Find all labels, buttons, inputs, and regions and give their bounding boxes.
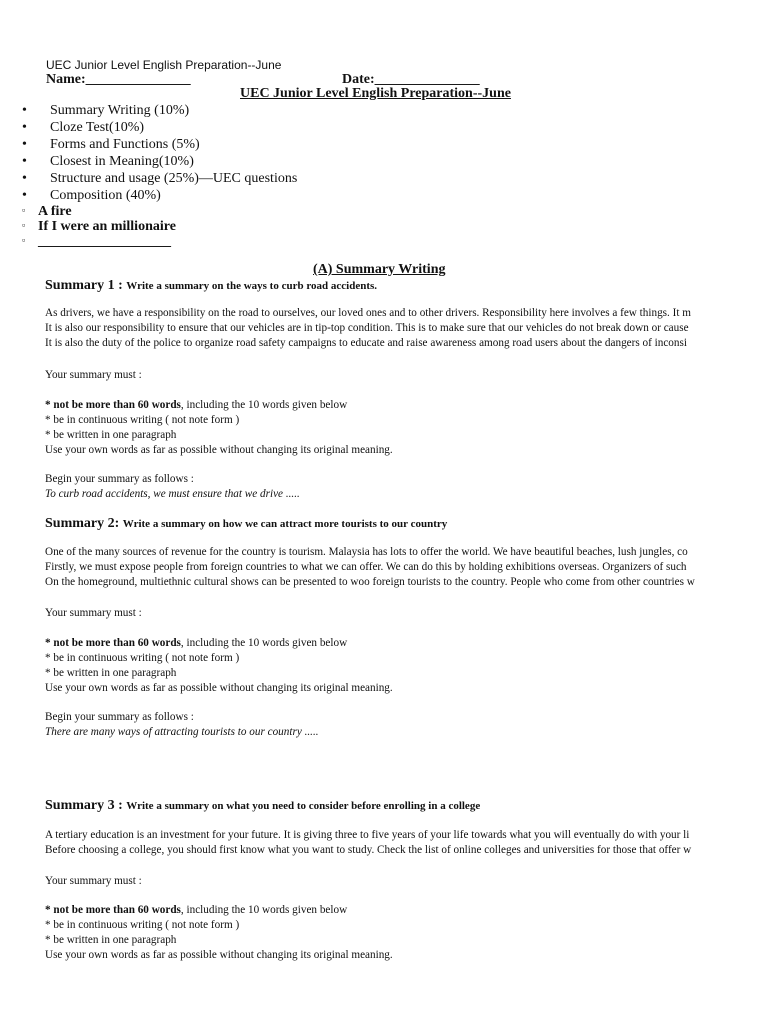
rule-paragraph: * be written in one paragraph: [45, 934, 177, 946]
rule-paragraph: * be written in one paragraph: [45, 429, 177, 441]
summary-task: Write a summary on what you need to consider before enrolling in a college: [126, 800, 481, 812]
rule-continuous: * be in continuous writing ( not note form ): [45, 652, 240, 664]
summary-heading: [45, 798, 480, 814]
summary-passage: [45, 545, 695, 590]
begin-label: Begin your summary as follows :: [45, 711, 194, 723]
summary-label: Summary 3 :: [45, 798, 123, 813]
summary-label: Summary 1 :: [45, 278, 123, 293]
summary-label: Summary 2:: [45, 516, 120, 531]
composition-topic: ▫ ___________________: [22, 234, 176, 249]
word-limit-rule-rest: , including the 10 words given below: [180, 904, 348, 916]
summary-task: Write a summary on how we can attract more tourists to our country: [122, 518, 448, 530]
outline-item: • Closest in Meaning(10%): [22, 153, 297, 170]
word-limit-rule-rest: , including the 10 words given below: [180, 637, 348, 649]
rule-continuous: * be in continuous writing ( not note form ): [45, 919, 240, 931]
date-field-label: Date:_______________: [342, 72, 480, 87]
section-outline-list: [22, 102, 297, 204]
rule-paragraph: * be written in one paragraph: [45, 667, 177, 679]
rule-own-words: Use your own words as far as possible without changing its original meaning.: [45, 949, 393, 961]
word-limit-rule: * not be more than 60 words: [45, 399, 181, 411]
outline-item: • Summary Writing (10%): [22, 102, 297, 119]
rule-own-words: Use your own words as far as possible without changing its original meaning.: [45, 682, 393, 694]
word-limit-rule-rest: , including the 10 words given below: [180, 399, 348, 411]
begin-text: To curb road accidents, we must ensure that we drive .....: [45, 488, 300, 500]
summary-rules: [45, 398, 393, 458]
rule-own-words: Use your own words as far as possible without changing its original meaning.: [45, 444, 393, 456]
section-heading: (A) Summary Writing: [313, 262, 446, 277]
summary-task: Write a summary on the ways to curb road accidents.: [126, 280, 378, 292]
word-limit-rule: * not be more than 60 words: [45, 637, 181, 649]
summary-rules: [45, 903, 393, 963]
summary-must-label: Your summary must :: [45, 875, 142, 887]
passage-line: A tertiary education is an investment for your future. It is giving three to five years of your life towards what you will eventually do with your li: [45, 829, 690, 841]
summary-heading: [45, 516, 447, 532]
summary-must-label: Your summary must :: [45, 607, 142, 619]
outline-item: • Structure and usage (25%)—UEC questions: [22, 170, 297, 187]
name-field-label: Name:_______________: [46, 72, 191, 87]
outline-item: • Composition (40%): [22, 187, 297, 204]
word-limit-rule: * not be more than 60 words: [45, 904, 181, 916]
begin-label: Begin your summary as follows :: [45, 473, 194, 485]
passage-line: It is also the duty of the police to organize road safety campaigns to educate and raise awareness among road users about the dangers of inconsi: [45, 337, 687, 349]
rule-continuous: * be in continuous writing ( not note form ): [45, 414, 240, 426]
passage-line: One of the many sources of revenue for the country is tourism. Malaysia has lots to offer the world. We have beautiful beaches, lush jungles, co: [45, 546, 688, 558]
composition-topic: ▫ A fire: [22, 204, 176, 219]
passage-line: Before choosing a college, you should first know what you want to study. Check the list of online colleges and universities for those that offer w: [45, 844, 692, 856]
page-title: UEC Junior Level English Preparation--June: [240, 86, 511, 101]
passage-line: Firstly, we must expose people from foreign countries to what we can offer. We can do this by holding exhibitions overseas. Organizers of such: [45, 561, 687, 573]
passage-line: On the homeground, multiethnic cultural shows can be presented to woo foreign tourists to the country. People who come from other countries w: [45, 576, 695, 588]
composition-topic-list: [22, 204, 176, 249]
summary-must-label: Your summary must :: [45, 369, 142, 381]
begin-text: There are many ways of attracting tourists to our country .....: [45, 726, 319, 738]
passage-line: It is also our responsibility to ensure that our vehicles are in tip-top condition. This is to make sure that our vehicles do not break down or cause: [45, 322, 689, 334]
outline-item: • Cloze Test(10%): [22, 119, 297, 136]
summary-rules: [45, 636, 393, 696]
passage-line: As drivers, we have a responsibility on the road to ourselves, our loved ones and to other drivers. Responsibility here involves a few things. It m: [45, 307, 691, 319]
summary-passage: [45, 306, 691, 351]
summary-heading: [45, 278, 377, 294]
composition-topic: ▫ If I were an millionaire: [22, 219, 176, 234]
document-header-line: UEC Junior Level English Preparation--June: [46, 58, 282, 72]
summary-passage: [45, 828, 691, 858]
outline-item: • Forms and Functions (5%): [22, 136, 297, 153]
